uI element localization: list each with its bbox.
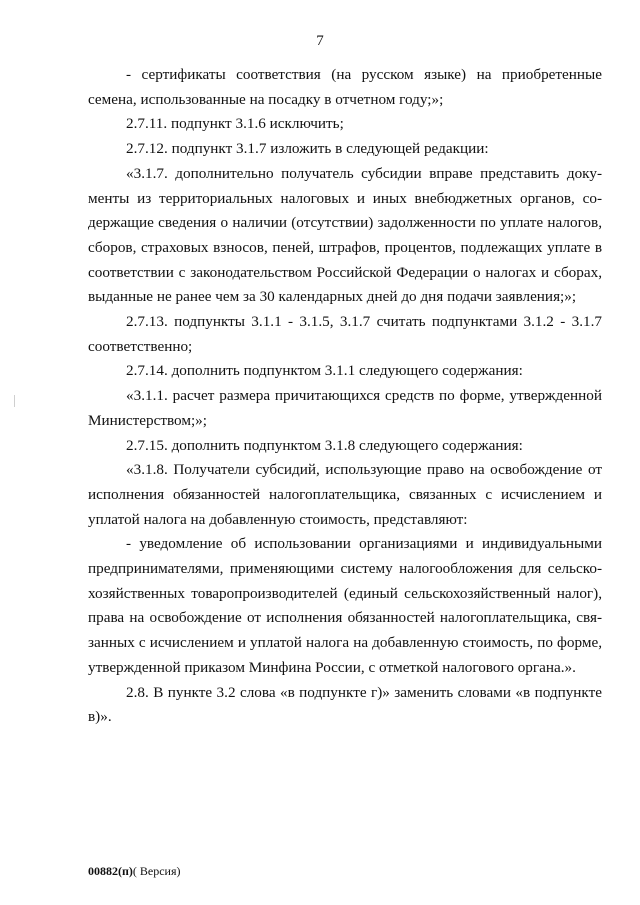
paragraph-2-8: 2.8. В пункте 3.2 слова «в подпункте г)» заменить словами «в подпункте в)». (88, 683, 602, 726)
footer-code: 00882(п) (88, 864, 133, 878)
document-body (88, 63, 602, 730)
paragraph-notification: - уведомление об использовании организациями и индивидуальными предпринимателями, применяющими систему налогообложения для сельскохозяйственных товаропроизводителей (единый сельскохозяйственный налог), права на освобождение от исполнения обязанностей налогоплательщика, связанных с исчислением и уплатой налога на добавленную стоимость, по форме, утвержденной приказом Минфина России, с отметкой налогового органа.». (88, 535, 602, 676)
page-number: 7 (316, 33, 324, 49)
paragraph-3-1-8-text: «3.1.8. Получатели субсидий, использующие право на освобождение от исполнения обязанностей налогоплательщика, связанных с исчислением и уплатой налога на добавленную стоимость, представляют: (88, 461, 602, 528)
paragraph-3-1-7-text: «3.1.7. дополнительно получатель субсидии вправе представить документы из территориальных налоговых и иных внебюджетных органов, содержащие сведения о наличии (отсутствии) задолженности по уплате налогов, сборов, страховых взносов, пеней, штрафов, процентов, подлежащих уплате в соответствии с законодательством Российской Федерации о налогах и сборах, выданные не ранее чем за 30 календарных дней до дня подачи заявления;»; (88, 164, 602, 306)
paragraph-2-7-14: 2.7.14. дополнить подпунктом 3.1.1 следующего содержания: (126, 362, 523, 380)
paragraph-2-7-12: 2.7.12. подпункт 3.1.7 изложить в следующей редакции: (126, 140, 489, 158)
footer-version: ( Версия) (132, 864, 181, 878)
paragraph-certificates: - сертификаты соответствия (на русском языке) на приобретенные семена, использованные на посадку в отчетном году;»; (88, 66, 602, 108)
paragraph-3-1-1-text: «3.1.1. расчет размера причитающихся средств по форме, утвержденной Министерством;»; (88, 387, 602, 429)
footer-document-code (88, 864, 181, 879)
paragraph-2-7-15: 2.7.15. дополнить подпунктом 3.1.8 следующего содержания: (126, 436, 523, 454)
paragraph-2-7-13: 2.7.13. подпункты 3.1.1 - 3.1.5, 3.1.7 считать подпунктами 3.1.2 - 3.1.7 соответственно; (88, 313, 602, 355)
paragraph-2-7-11: 2.7.11. подпункт 3.1.6 исключить; (126, 115, 344, 133)
margin-mark (14, 395, 15, 407)
